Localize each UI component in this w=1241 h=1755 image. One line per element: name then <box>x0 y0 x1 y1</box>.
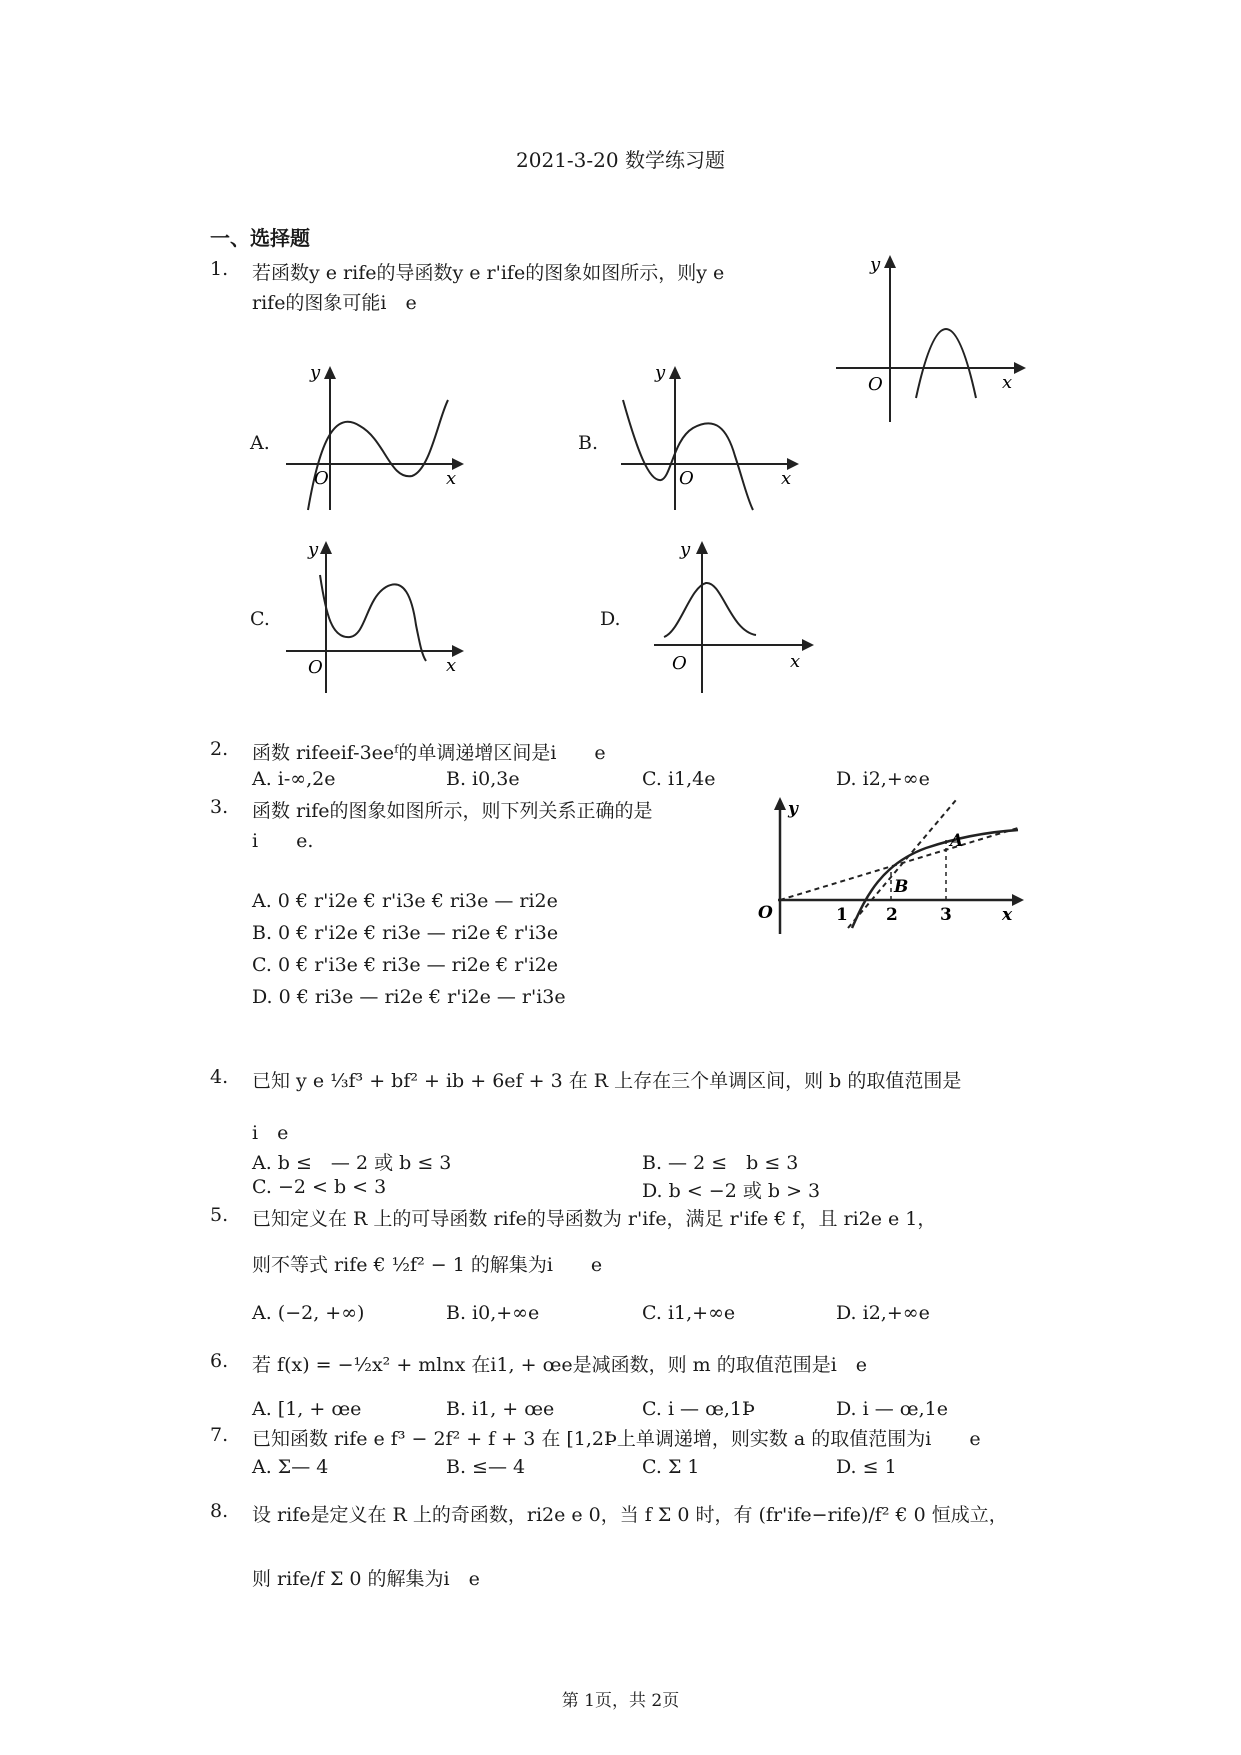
function-graph <box>756 792 1026 942</box>
svg-text:x: x <box>1002 905 1013 925</box>
option-d-label: D. <box>600 608 621 630</box>
svg-text:O: O <box>308 657 323 678</box>
option-a[interactable]: A. Σ— 4 <box>252 1456 329 1478</box>
x-axis-label: x <box>1002 372 1013 393</box>
question-text: 函数 rife的图象如图所示，则下列关系正确的是 <box>252 800 653 822</box>
derivative-graph <box>830 250 1030 430</box>
section-heading: 一、选择题 <box>210 226 310 250</box>
option-b[interactable]: B. ≤— 4 <box>446 1456 526 1478</box>
svg-text:y: y <box>310 362 321 383</box>
question-text-cont: 则 rife/f Σ 0 的解集为i e <box>252 1568 480 1590</box>
option-d[interactable]: D. i — œ,1e <box>836 1398 948 1420</box>
question-number: 2. <box>210 738 229 760</box>
option-a[interactable]: A. i-∞,2e <box>252 768 336 790</box>
question-number: 1. <box>210 258 229 280</box>
svg-text:y: y <box>680 539 691 560</box>
option-d[interactable]: D. b < −2 或 b > 3 <box>642 1180 821 1202</box>
question-text-cont: 则不等式 rife € ½f² − 1 的解集为i e <box>252 1254 603 1276</box>
option-a-label: A. <box>250 432 270 454</box>
option-b[interactable]: B. 0 € r'i2e € ri3e — ri2e € r'i3e <box>252 922 559 944</box>
option-d-graph[interactable] <box>650 535 820 695</box>
svg-text:2: 2 <box>886 905 898 925</box>
y-axis-label: y <box>870 254 881 275</box>
option-c[interactable]: C. −2 < b < 3 <box>252 1176 387 1198</box>
option-b[interactable]: B. — 2 ≤ b ≤ 3 <box>642 1152 799 1174</box>
svg-text:1: 1 <box>836 905 848 925</box>
option-a-graph[interactable] <box>280 360 470 520</box>
option-c[interactable]: C. i — œ,1Þ <box>642 1398 755 1420</box>
svg-text:O: O <box>679 468 694 489</box>
question-text: 已知函数 rife e f³ − 2f² + f + 3 在 [1,2Þ上单调递增，则实数 a 的取值范围为i e <box>252 1428 981 1450</box>
svg-text:3: 3 <box>940 905 952 925</box>
question-text: 函数 rifeeif-3eeᶠ的单调递增区间是i e <box>252 742 606 764</box>
option-d[interactable]: D. i2,+∞e <box>836 1302 930 1324</box>
svg-text:x: x <box>790 651 801 672</box>
origin-label: O <box>868 374 883 395</box>
question-text: 若函数y e rife的导函数y e r'ife的图象如图所示，则y e <box>252 262 725 284</box>
question-text-cont: i e. <box>252 830 314 852</box>
svg-text:A: A <box>950 831 964 851</box>
option-b-graph[interactable] <box>615 360 805 520</box>
option-d[interactable]: D. ≤ 1 <box>836 1456 897 1478</box>
option-c-label: C. <box>250 608 270 630</box>
svg-text:O: O <box>672 653 687 674</box>
question-text-cont: rife的图象可能i e <box>252 292 417 314</box>
option-c[interactable]: C. 0 € r'i3e € ri3e — ri2e € r'i2e <box>252 954 559 976</box>
question-text: 已知 y e ⅓f³ + bf² + ib + 6ef + 3 在 R 上存在三个单调区间，则 b 的取值范围是 <box>252 1070 962 1092</box>
question-number: 4. <box>210 1066 229 1088</box>
option-b[interactable]: B. i0,3e <box>446 768 520 790</box>
question-text: 已知定义在 R 上的可导函数 rife的导函数为 r'ife，满足 r'ife € f，且 ri2e e 1， <box>252 1208 937 1230</box>
question-number: 6. <box>210 1350 229 1372</box>
page-title: 2021-3-20 数学练习题 <box>516 148 725 172</box>
option-d[interactable]: D. i2,+∞e <box>836 768 930 790</box>
option-b[interactable]: B. i0,+∞e <box>446 1302 540 1324</box>
svg-text:y: y <box>308 539 319 560</box>
question-number: 3. <box>210 796 229 818</box>
option-c[interactable]: C. i1,+∞e <box>642 1302 736 1324</box>
option-a[interactable]: A. b ≤ — 2 或 b ≤ 3 <box>252 1152 452 1174</box>
question-text-cont: i e <box>252 1122 289 1144</box>
question-number: 5. <box>210 1204 229 1226</box>
option-b[interactable]: B. i1, + œe <box>446 1398 555 1420</box>
svg-text:y: y <box>655 362 666 383</box>
option-c-graph[interactable] <box>280 535 470 695</box>
svg-text:y: y <box>788 799 798 819</box>
option-d[interactable]: D. 0 € ri3e — ri2e € r'i2e — r'i3e <box>252 986 566 1008</box>
option-c[interactable]: C. Σ 1 <box>642 1456 700 1478</box>
svg-text:O: O <box>314 468 329 489</box>
svg-text:O: O <box>758 903 773 923</box>
question-number: 7. <box>210 1424 229 1446</box>
svg-text:x: x <box>781 468 792 489</box>
question-text: 设 rife是定义在 R 上的奇函数，ri2e e 0，当 f Σ 0 时，有 (fr'ife−rife)/f² € 0 恒成立， <box>252 1504 1008 1526</box>
page-footer: 第 1页，共 2页 <box>561 1691 680 1711</box>
svg-text:x: x <box>446 655 457 676</box>
question-text: 若 f(x) = −½x² + mlnx 在i1, + œe是减函数，则 m 的取值范围是i e <box>252 1354 868 1376</box>
svg-text:x: x <box>446 468 457 489</box>
option-a[interactable]: A. (−2, +∞) <box>252 1302 365 1324</box>
question-number: 8. <box>210 1500 229 1522</box>
option-a[interactable]: A. [1, + œe <box>252 1398 362 1420</box>
option-c[interactable]: C. i1,4e <box>642 768 716 790</box>
option-a[interactable]: A. 0 € r'i2e € r'i3e € ri3e — ri2e <box>252 890 558 912</box>
svg-text:B: B <box>894 877 909 897</box>
option-b-label: B. <box>578 432 599 454</box>
